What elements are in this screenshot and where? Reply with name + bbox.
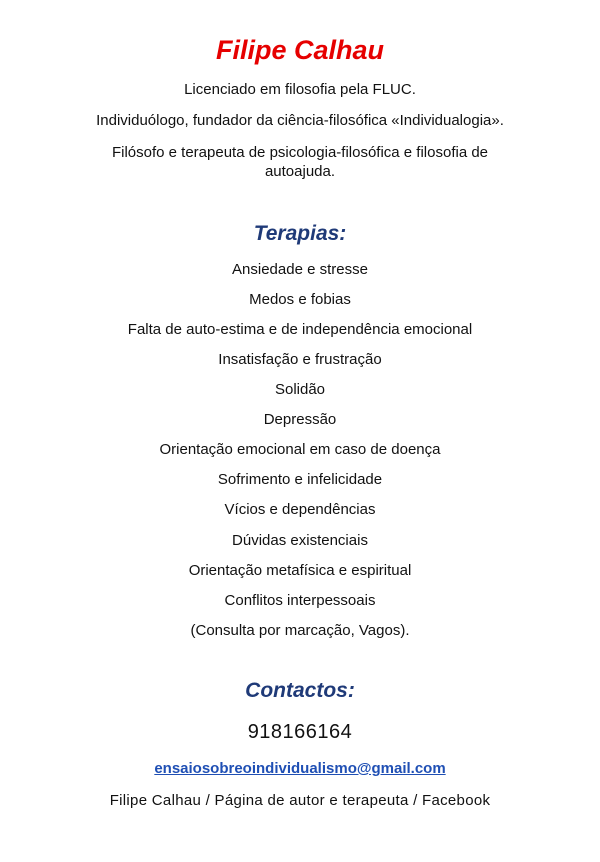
phone-number: 918166164 [247,721,353,743]
therapy-item: Medos e fobias [249,291,351,308]
bio-line: Licenciado em filosofia pela FLUC. [184,81,416,98]
therapy-item: Vícios e dependências [224,501,376,518]
contacts-heading: Contactos: [245,679,355,702]
email-link[interactable]: ensaiosobreoindividualismo@gmail.com [154,760,446,777]
therapy-item: Solidão [274,381,326,398]
therapies-heading: Terapias: [253,222,347,245]
therapy-item: Sofrimento e infelicidade [217,471,383,488]
author-name: Filipe Calhau [215,35,385,65]
therapy-item: Ansiedade e stresse [232,261,368,278]
bio-line: Filósofo e terapeuta de psicologia-filosófica e filosofia de [111,144,489,161]
therapy-item: Conflitos interpessoais [224,592,376,609]
author-page-line: Filipe Calhau / Página de autor e terapeuta / Facebook [109,792,491,809]
therapy-item: Depressão [263,411,337,428]
therapy-item: Dúvidas existenciais [232,532,368,549]
bio-line: autoajuda. [264,163,336,180]
bio-line: Individuólogo, fundador da ciência-filosófica «Individualogia». [96,112,504,129]
therapy-item: Orientação metafísica e espiritual [188,562,412,579]
therapy-item: Orientação emocional em caso de doença [159,441,441,458]
consultation-note: (Consulta por marcação, Vagos). [190,622,410,639]
therapy-item: Insatisfação e frustração [218,351,382,368]
therapy-item: Falta de auto-estima e de independência emocional [127,321,473,338]
